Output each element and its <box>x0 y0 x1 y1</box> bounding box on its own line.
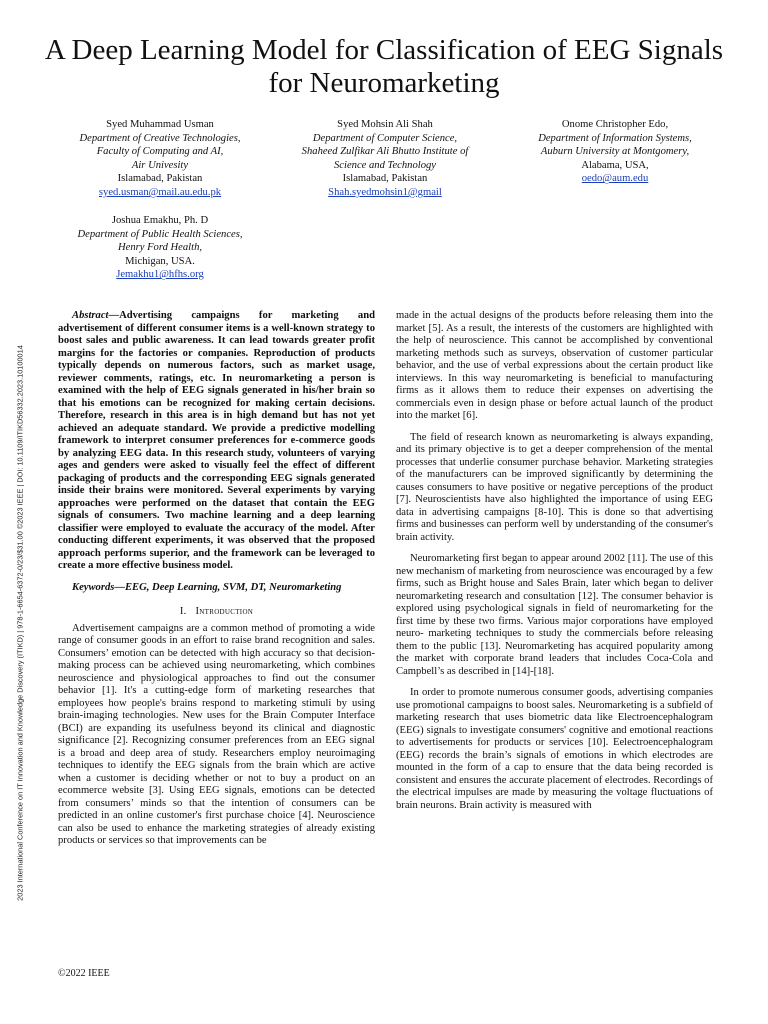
conference-sidebar <box>13 268 27 978</box>
body-paragraph: made in the actual designs of the products before releasing them into the market [5]. As a result, the interests of the customers are highlighted with the help of neuroscience. This cannot be accomplished by conventional marketing methods such as surveys, observation of customer particular behavior, and the use of verbal expressions about the certain product like interviews. In this way neuromarketing is beneficial to manufacturing firms as it allows them to reduce their expenses on advertising the commercials even in design phase or before actual launch of the product into the market [6]. <box>396 310 713 421</box>
author-affiliation: Department of Public Health Sciences, <box>77 228 243 240</box>
author-email-link[interactable]: Shah.syedmohsin1@gmail <box>328 186 442 198</box>
author-name: Syed Mohsin Ali Shah <box>337 119 433 130</box>
author-affiliation: Department of Creative Technologies, <box>79 132 241 144</box>
author-affiliation: Faculty of Computing and AI, <box>96 146 224 158</box>
author-block-usman <box>50 118 270 200</box>
author-affiliation: Henry Ford Health, <box>117 242 203 254</box>
author-name: Syed Muhammad Usman <box>106 119 214 130</box>
author-email-link[interactable]: Jemakhu1@hfhs.org <box>116 269 204 281</box>
keywords-paragraph: Keywords—EEG, Deep Learning, SVM, DT, Neuromarketing <box>72 581 342 593</box>
author-name: Joshua Emakhu, Ph. D <box>111 215 209 226</box>
author-affiliation: Department of Information Systems, <box>538 132 692 144</box>
author-block-shah <box>275 118 495 200</box>
left-column <box>58 310 375 848</box>
section-number: I. <box>179 606 187 617</box>
author-email-link[interactable]: syed.usman@mail.au.edu.pk <box>98 186 222 198</box>
author-affiliation: Department of Computer Science, <box>312 132 458 144</box>
body-paragraph: The field of research known as neuromarketing is always expanding, and its primary objective is to get a deeper comprehension of the mental processes that underlie consumer purchase behavior. Marketing strategies of the manufacturers can be improved significantly by determining the causes consumers to have positive or negative perceptions of the product [7]. Neuroscientists have also highlighted the importance of using EEG data in advertising campaigns [8-10]. This is done so that advertising firms and businesses can perform well by understanding of the consumer's brain activity. <box>396 431 713 543</box>
abstract-text: —Advertising campaigns for marketing and advertisement of different consumer items is a well-known strategy to boost sales and public awareness. It can lead towards greater profit margins for the factories or companies. Reproduction of products typically depends on numerous factors, such as market usage, reviewer comments, ratings, etc. In neuromarketing a person is examined with the help of EEG signals generated in his/her brain so that his emotions can be recognized for making certain decisions. Therefore, research in this area is in high demand but has not yet achieved an adequate standard. We provide a predictive modelling framework to interpret consumer preferences for e-commerce goods by analyzing EEG data. In this research study, volunteers of varying ages and genders were asked to visually feel the effect of different packaging of products and the corresponding EEG signals generated inside their brains were monitored. Several experiments by varying approaches were performed on the dataset that contain the EEG signals of consumers. Two machine learning and a deep learning classifier were employed to evaluate the accuracy of the model. After conducting different experiments, it was observed that the proposed approach performs superior, and the framework can be leveraged to create a more effective business model. <box>58 310 375 571</box>
body-paragraph: In order to promote numerous consumer goods, advertising companies use promotional campaigns to boost sales. Neuromarketing is a subfield of marketing research that uses biometric data like Electroencephalogram (EEG) signals to investigate consumers' cognitive and emotional reactions to advertisements for products or services [10]. Eelectroencephalogram (EEG) records the brain’s signals of emotions in which electrodes are mounted in the form of a cap to ensure that the data being recorded is consistent and ensures the accurate placement of electrodes. Recordings of the electrical impulses are made by measuring the voltage fluctuations of brain neurons. Brain activity is measured with <box>396 687 713 811</box>
author-affiliation: Air Univesity <box>131 159 189 171</box>
body-paragraph: Advertisement campaigns are a common method of promoting a wide range of consumer goods in an effort to raise brand recognition and sales. Consumers’ emotion can be detected with high accuracy so that decision-making process can be achieved using neuromarketing, which combines neuroscience and physiological approaches to find out the consumer behavior [1]. It's a cutting-edge form of marketing researches that employees how people's brains respond to marketing stimuli by using brain-imaging technologies. New uses for the Brain Computer Interface (BCI) are expanding its usefulness beyond its clinical and diagnostic significance [2]. Recognizing consumer preferences from an EEG signal is a broad and deep area of study. Researchers employ neuroimaging techniques to identify the EEG signals from the brain which are active when a customer is deciding whether or not to buy a product on an ecommerce website [3]. Using EEG signals, emotions can be detected from consumers’ minds so that the intention of consumers can be predicted in an online customer's first purchase choice [4]. Neuroscience can also be used to enhance the marketing strategies of already existing products or services so that improvements can be <box>58 622 375 846</box>
author-location: Islamabad, Pakistan <box>117 173 203 185</box>
author-name: Onome Christopher Edo, <box>561 119 669 130</box>
abstract-lead: Abstract <box>72 310 109 321</box>
copyright-footer: ©2022 IEEE <box>58 968 110 979</box>
conference-citation-text: 2023 International Conference on IT Innovation and Knowledge Discovery (ITIKD) | 978-1-6654-6372-0/23/$31.00 ©2023 IEEE | DOI: 10.1109/ITIKD56332.2023.10100014 <box>15 345 25 901</box>
author-affiliation: Shaheed Zulfikar Ali Bhutto Institute of <box>301 146 469 158</box>
author-block-edo <box>505 118 725 186</box>
author-affiliation: Auburn University at Montgomery, <box>540 146 690 158</box>
section-heading-introduction <box>58 606 375 619</box>
paper-title: A Deep Learning Model for Classification of EEG Signals for Neuromarketing <box>44 34 724 99</box>
author-email-link[interactable]: oedo@aum.edu <box>581 173 649 185</box>
abstract-paragraph <box>58 310 375 573</box>
body-paragraph: Neuromarketing first began to appear around 2002 [11]. The use of this new mechanism of marketing from neuroscience was encouraged by a few firms, such as Bright house and Sales Brain, later which began to deliver neuromarketing research and consultation [12]. The consumer behavior is explored using psychological signals in field of neuromarketing for the first time by these two firms. Various major corporations have employed neuro- marketing techniques to study the commercials before releasing them to the public [13]. Neuromarketing has acquired popularity among the market with corporate brand leaders that includes Coca-Cola and Campbell’s as described in [14]-[18]. <box>396 553 713 677</box>
author-location: Michigan, USA. <box>125 255 195 267</box>
right-column <box>396 310 713 812</box>
section-title: Introduction <box>195 606 254 617</box>
author-block-emakhu <box>50 214 270 282</box>
author-location: Alabama, USA, <box>581 159 649 171</box>
author-location: Islamabad, Pakistan <box>342 173 428 185</box>
author-affiliation: Science and Technology <box>334 159 436 171</box>
